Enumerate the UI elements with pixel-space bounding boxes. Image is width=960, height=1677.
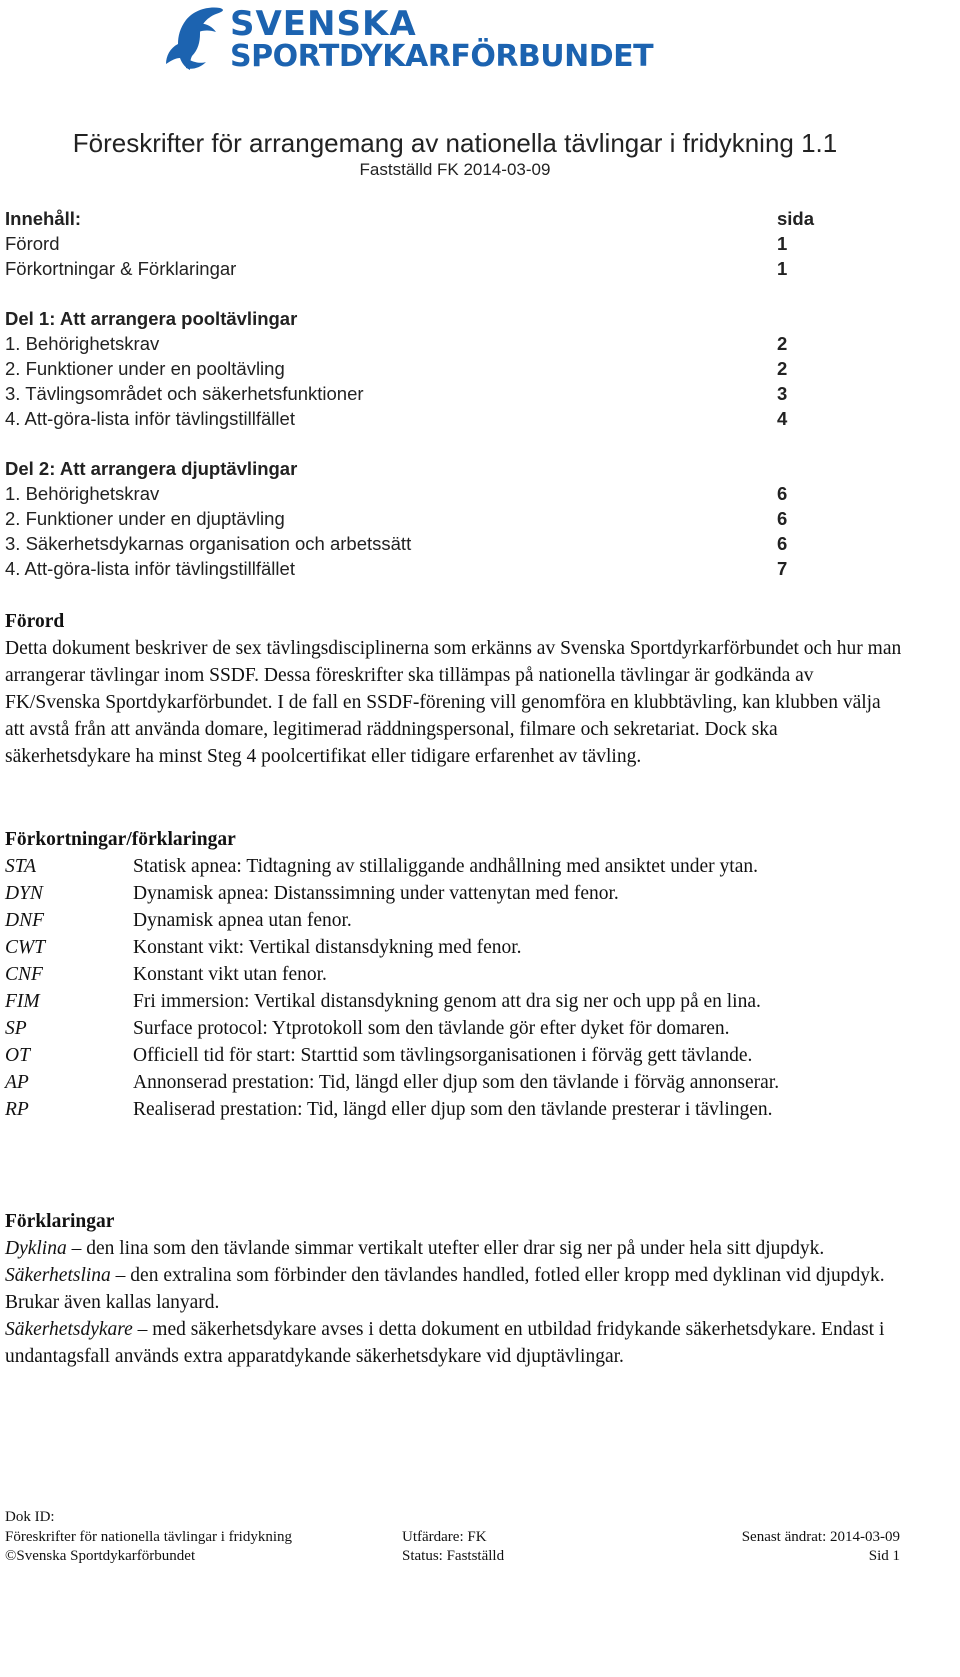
abbreviation-item xyxy=(5,880,905,907)
toc-entry-label: 1. Behörighetskrav xyxy=(5,483,160,504)
toc-entry xyxy=(5,481,825,506)
foreword-heading: Förord xyxy=(5,611,65,632)
toc-entry-label: 3. Säkerhetsdykarnas organisation och arbetssätt xyxy=(5,533,412,554)
abbreviation-key: AP xyxy=(5,1072,29,1093)
toc-entry-label: 4. Att-göra-lista inför tävlingstillfället xyxy=(5,558,295,579)
abbreviation-item xyxy=(5,1042,905,1069)
toc-entry xyxy=(5,231,825,256)
abbreviation-value: Realiserad prestation: Tid, längd eller djup som den tävlande presterar i tävlingen. xyxy=(133,1099,773,1120)
toc-entry xyxy=(5,381,825,406)
abbreviation-item xyxy=(5,934,905,961)
toc-entry-page: 2 xyxy=(777,358,788,379)
page-footer xyxy=(5,1508,900,1567)
toc-header-label: Innehåll: xyxy=(5,208,82,229)
explanation-term: Säkerhetslina xyxy=(5,1265,111,1286)
abbreviation-key: DNF xyxy=(5,910,44,931)
abbreviation-value: Dynamisk apnea utan fenor. xyxy=(133,910,352,931)
toc-header-page: sida xyxy=(777,208,815,229)
abbreviation-item xyxy=(5,907,905,934)
logo-text-line1: SVENSKA xyxy=(230,4,417,44)
footer-row xyxy=(5,1528,900,1548)
explanation-item xyxy=(5,1262,905,1316)
toc-entry xyxy=(5,356,825,381)
abbreviation-value: Statisk apnea: Tidtagning av stillaliggande andhållning med ansiktet under ytan. xyxy=(133,856,758,877)
footer-copyright: ©Svenska Sportdykarförbundet xyxy=(5,1548,196,1564)
foreword-text: Detta dokument beskriver de sex tävlingsdisciplinerna som erkänns av Svenska Sportdyrkarförbundet och hur man arrangerar tävlingar inom SSDF. Dessa föreskrifter ska tillämpas på nationella tävlingar är godkända av FK/Svenska Sportdykarförbundet. I de fall en SSDF-förening vill genomföra en klubbtävling, kan klubben välja att avstå från att använda domare, legitimerad räddningspersonal, filmare och sekretariat. Dock ska säkerhetsdykare ha minst Steg 4 poolcertifikat eller tidigare erfarenhet av tävling. xyxy=(5,638,902,767)
abbreviation-key: DYN xyxy=(5,883,43,904)
document-subtitle: Fastställd FK 2014-03-09 xyxy=(359,160,551,179)
footer-page-number: Sid 1 xyxy=(868,1548,900,1564)
toc-entry-label: 3. Tävlingsområdet och säkerhetsfunktioner xyxy=(5,383,364,404)
abbreviation-key: RP xyxy=(5,1099,29,1120)
abbreviation-value: Annonserad prestation: Tid, längd eller djup som den tävlande i förväg annonserar. xyxy=(133,1072,780,1093)
toc-header xyxy=(5,206,825,231)
abbreviation-value: Konstant vikt utan fenor. xyxy=(133,964,327,985)
footer-doc-id: Dok ID: xyxy=(5,1509,55,1525)
explanation-term: Dyklina xyxy=(5,1238,67,1259)
abbreviation-value: Fri immersion: Vertikal distansdykning genom att dra sig ner och upp på en lina. xyxy=(133,991,761,1012)
abbreviation-key: OT xyxy=(5,1045,30,1066)
foreword-section xyxy=(5,608,905,770)
toc-entry-page: 6 xyxy=(777,483,788,504)
toc-entry-page: 2 xyxy=(777,333,788,354)
abbreviation-value: Dynamisk apnea: Distanssimning under vattenytan med fenor. xyxy=(133,883,619,904)
explanation-item xyxy=(5,1316,905,1370)
toc-entry-page: 6 xyxy=(777,508,788,529)
toc-entry-label: 2. Funktioner under en djuptävling xyxy=(5,508,285,529)
abbreviation-item xyxy=(5,1096,905,1123)
toc-entry-label: 4. Att-göra-lista inför tävlingstillfället xyxy=(5,408,295,429)
toc-entry xyxy=(5,331,825,356)
toc-entry-label: Förord xyxy=(5,233,60,254)
table-of-contents xyxy=(5,206,825,581)
toc-entry-page: 7 xyxy=(777,558,788,579)
abbreviation-key: STA xyxy=(5,856,37,877)
dolphin-icon xyxy=(160,4,230,76)
toc-entry xyxy=(5,406,825,431)
toc-entry-label: Förkortningar & Förklaringar xyxy=(5,258,237,279)
abbreviation-item xyxy=(5,1015,905,1042)
toc-entry xyxy=(5,506,825,531)
toc-entry xyxy=(5,256,825,281)
explanations-heading: Förklaringar xyxy=(5,1211,115,1232)
abbreviation-value: Officiell tid för start: Starttid som tävlingsorganisationen i förväg gett tävlande. xyxy=(133,1045,753,1066)
toc-entry-page: 4 xyxy=(777,408,788,429)
explanations-section xyxy=(5,1208,905,1370)
abbreviation-value: Surface protocol: Ytprotokoll som den tävlande gör efter dyket för domaren. xyxy=(133,1018,730,1039)
footer-row xyxy=(5,1508,900,1528)
abbreviation-item xyxy=(5,853,905,880)
toc-part2-title: Del 2: Att arrangera djuptävlingar xyxy=(5,458,298,479)
footer-issuer: Utfärdare: FK xyxy=(402,1528,487,1545)
toc-entry-label: 1. Behörighetskrav xyxy=(5,333,160,354)
logo-text-line2: SPORTDYKARFÖRBUNDET xyxy=(230,39,654,74)
toc-part1-title: Del 1: Att arrangera pooltävlingar xyxy=(5,308,298,329)
toc-entry xyxy=(5,531,825,556)
toc-entry-label: 2. Funktioner under en pooltävling xyxy=(5,358,285,379)
explanation-text: – med säkerhetsdykare avses i detta dokument en utbildad fridykande säkerhetsdykare. Endast i undantagsfall används extra apparatdykande säkerhetsdykare vid djuptävlingar. xyxy=(5,1319,885,1367)
toc-entry-page: 1 xyxy=(777,233,788,254)
abbreviations-section xyxy=(5,826,905,1123)
document-title: Föreskrifter för arrangemang av nationella tävlingar i fridykning 1.1 xyxy=(72,128,838,158)
toc-entry-page: 6 xyxy=(777,533,788,554)
footer-status: Status: Fastställd xyxy=(402,1548,505,1564)
abbreviation-item xyxy=(5,1069,905,1096)
explanation-term: Säkerhetsdykare xyxy=(5,1319,133,1340)
explanation-text: – den extralina som förbinder den tävlandes handled, fotled eller kropp med dyklinan vid djupdyk. Brukar även kallas lanyard. xyxy=(5,1265,885,1313)
abbreviation-item xyxy=(5,988,905,1015)
abbreviation-key: CNF xyxy=(5,964,43,985)
toc-entry-page: 3 xyxy=(777,383,788,404)
explanation-text: – den lina som den tävlande simmar vertikalt utefter eller drar sig ner på under hela sitt djupdyk. xyxy=(66,1238,825,1259)
footer-last-changed: Senast ändrat: 2014-03-09 xyxy=(741,1528,900,1545)
logo xyxy=(160,4,750,76)
footer-doc-name: Föreskrifter för nationella tävlingar i fridykning xyxy=(5,1528,292,1545)
toc-entry-page: 1 xyxy=(777,258,788,279)
abbreviation-item xyxy=(5,961,905,988)
abbreviation-key: CWT xyxy=(5,937,46,958)
explanation-item xyxy=(5,1235,905,1262)
abbreviations-heading: Förkortningar/förklaringar xyxy=(5,829,236,850)
abbreviation-key: SP xyxy=(5,1018,27,1039)
footer-row xyxy=(5,1547,900,1567)
abbreviation-value: Konstant vikt: Vertikal distansdykning med fenor. xyxy=(133,937,522,958)
toc-entry xyxy=(5,556,825,581)
abbreviation-key: FIM xyxy=(5,991,40,1012)
